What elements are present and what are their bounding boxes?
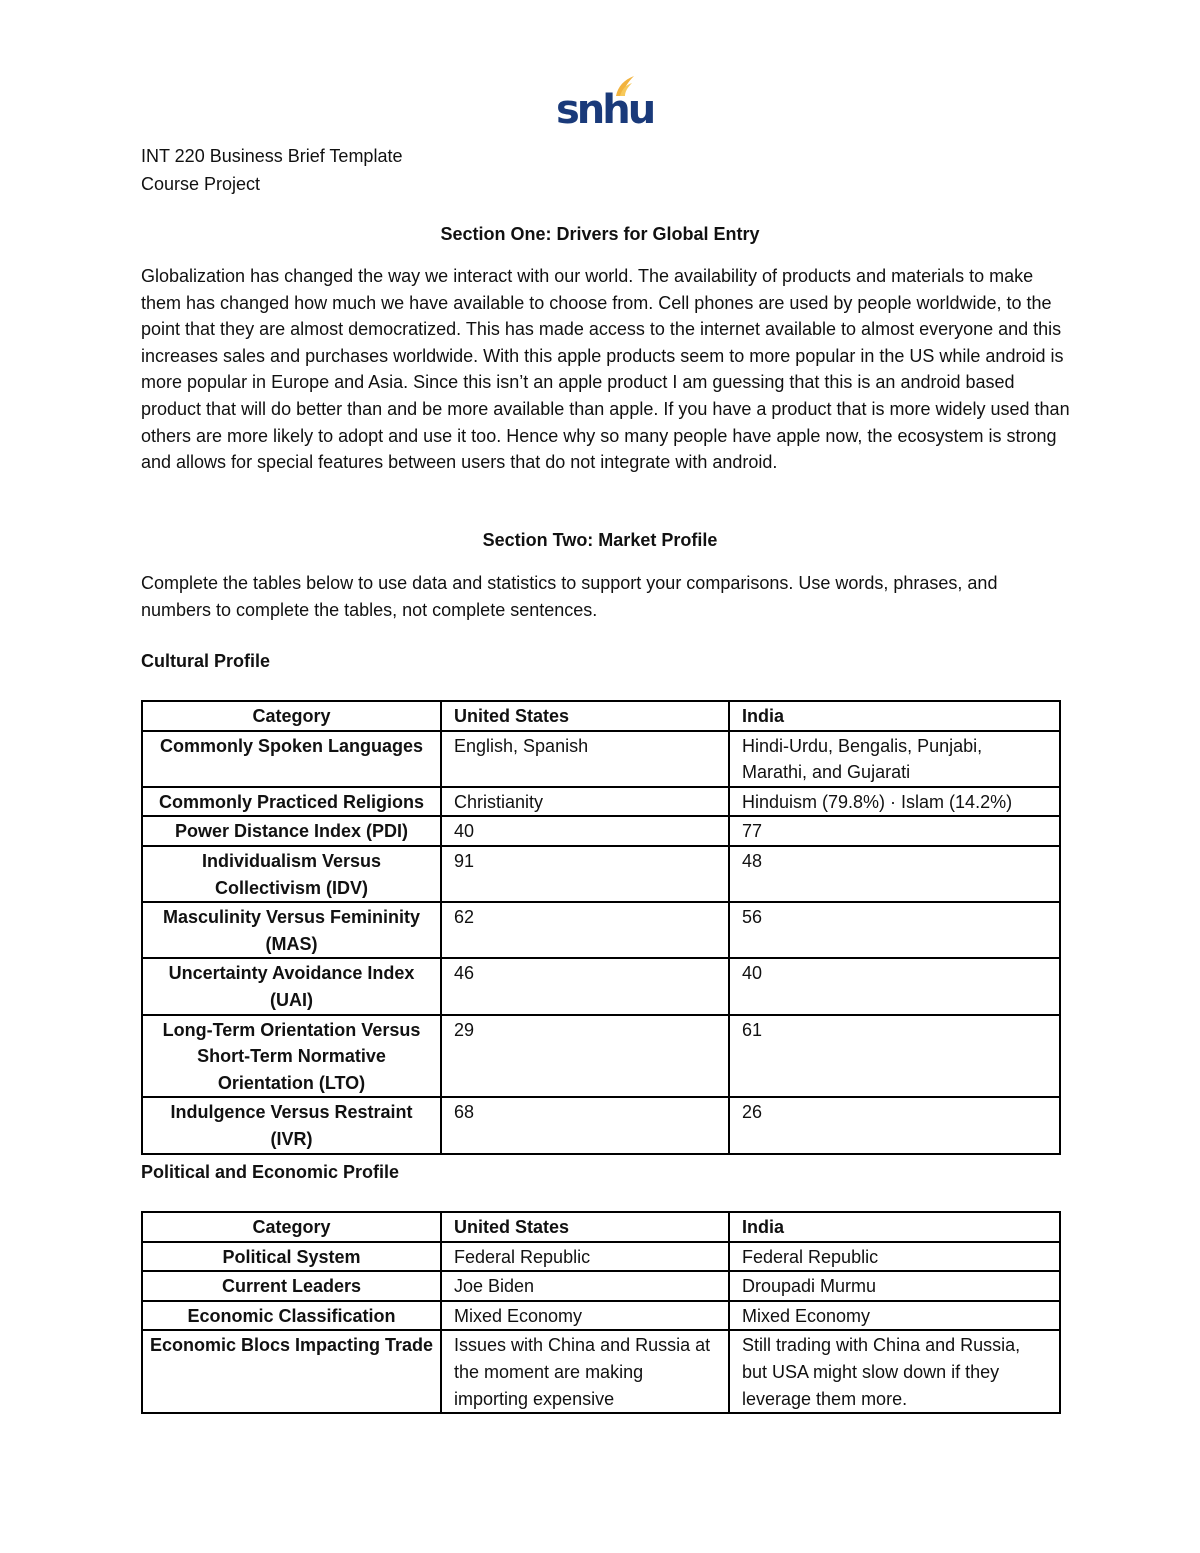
- row-category: Masculinity Versus Femininity (MAS): [142, 902, 441, 958]
- table-row: [142, 816, 1060, 846]
- table-row: [142, 731, 1060, 787]
- column-header: United States: [441, 701, 729, 731]
- snhu-logo: [556, 74, 654, 133]
- row-category: Commonly Practiced Religions: [142, 787, 441, 817]
- table-header-row: [142, 701, 1060, 731]
- us-value: 91: [441, 846, 729, 902]
- row-category: Long-Term Orientation Versus Short-Term Normative Orientation (LTO): [142, 1015, 441, 1098]
- india-value: Droupadi Murmu: [729, 1271, 1060, 1301]
- india-value: Hindi-Urdu, Bengalis, Punjabi, Marathi, and Gujarati: [729, 731, 1060, 787]
- india-value: Mixed Economy: [729, 1301, 1060, 1331]
- table-row: [142, 958, 1060, 1014]
- us-value: 40: [441, 816, 729, 846]
- us-value: 62: [441, 902, 729, 958]
- document-title: INT 220 Business Brief Template: [141, 146, 403, 166]
- india-value: 61: [729, 1015, 1060, 1098]
- section-two-body: Complete the tables below to use data and statistics to support your comparisons. Use words, phrases, and numbers to complete the tables, not complete sentences.: [141, 573, 998, 620]
- row-category: Economic Blocs Impacting Trade: [142, 1330, 441, 1413]
- column-header: India: [729, 701, 1060, 731]
- column-header: India: [729, 1212, 1060, 1242]
- table-row: [142, 1301, 1060, 1331]
- table-row: [142, 1242, 1060, 1272]
- table-header-row: [142, 1212, 1060, 1242]
- row-category: Economic Classification: [142, 1301, 441, 1331]
- cultural-profile-table: [141, 700, 1061, 1155]
- table-row: [142, 1015, 1060, 1098]
- us-value: Mixed Economy: [441, 1301, 729, 1331]
- us-value: 46: [441, 958, 729, 1014]
- political-profile-heading: Political and Economic Profile: [141, 1162, 400, 1182]
- column-header: United States: [441, 1212, 729, 1242]
- table-row: [142, 787, 1060, 817]
- political-profile-table: [141, 1211, 1061, 1414]
- india-value: 48: [729, 846, 1060, 902]
- row-category: Indulgence Versus Restraint (IVR): [142, 1097, 441, 1153]
- row-category: Current Leaders: [142, 1271, 441, 1301]
- table-row: [142, 1271, 1060, 1301]
- india-value: 26: [729, 1097, 1060, 1153]
- us-value: English, Spanish: [441, 731, 729, 787]
- us-value: 29: [441, 1015, 729, 1098]
- logo-wordmark: snhu: [556, 87, 654, 133]
- india-value: Hinduism (79.8%) · Islam (14.2%): [729, 787, 1060, 817]
- table-row: [142, 1330, 1060, 1413]
- us-value: Issues with China and Russia at the moment are making importing expensive: [441, 1330, 729, 1413]
- row-category: Commonly Spoken Languages: [142, 731, 441, 787]
- row-category: Political System: [142, 1242, 441, 1272]
- document-subtitle: Course Project: [141, 174, 261, 194]
- cultural-profile-heading: Cultural Profile: [141, 651, 271, 671]
- india-value: Federal Republic: [729, 1242, 1060, 1272]
- row-category: Individualism Versus Collectivism (IDV): [142, 846, 441, 902]
- row-category: Uncertainty Avoidance Index (UAI): [142, 958, 441, 1014]
- table-row: [142, 846, 1060, 902]
- table-row: [142, 1097, 1060, 1153]
- us-value: 68: [441, 1097, 729, 1153]
- row-category: Power Distance Index (PDI): [142, 816, 441, 846]
- section-two-heading: Section Two: Market Profile: [482, 530, 718, 550]
- us-value: Joe Biden: [441, 1271, 729, 1301]
- india-value: Still trading with China and Russia, but USA might slow down if they leverage them more.: [729, 1330, 1060, 1413]
- india-value: 40: [729, 958, 1060, 1014]
- us-value: Christianity: [441, 787, 729, 817]
- column-header: Category: [142, 1212, 441, 1242]
- section-one-body: Globalization has changed the way we interact with our world. The availability of products and materials to make them has changed how much we have available to choose from. Cell phones are used by people worldwide, to the point that they are almost democratized. This has made access to the internet available to almost everyone and this increases sales and purchases worldwide. With this apple products seem to more popular in the US while android is more popular in Europe and Asia. Since this isn’t an apple product I am guessing that this is an android based product that will do better than and be more available than apple. If you have a product that is more widely used than others are more likely to adopt and use it too. Hence why so many people have apple now, the ecosystem is strong and allows for special features between users that do not integrate with android.: [141, 266, 1070, 473]
- column-header: Category: [142, 701, 441, 731]
- table-row: [142, 902, 1060, 958]
- section-one-heading: Section One: Drivers for Global Entry: [440, 224, 760, 244]
- india-value: 56: [729, 902, 1060, 958]
- india-value: 77: [729, 816, 1060, 846]
- us-value: Federal Republic: [441, 1242, 729, 1272]
